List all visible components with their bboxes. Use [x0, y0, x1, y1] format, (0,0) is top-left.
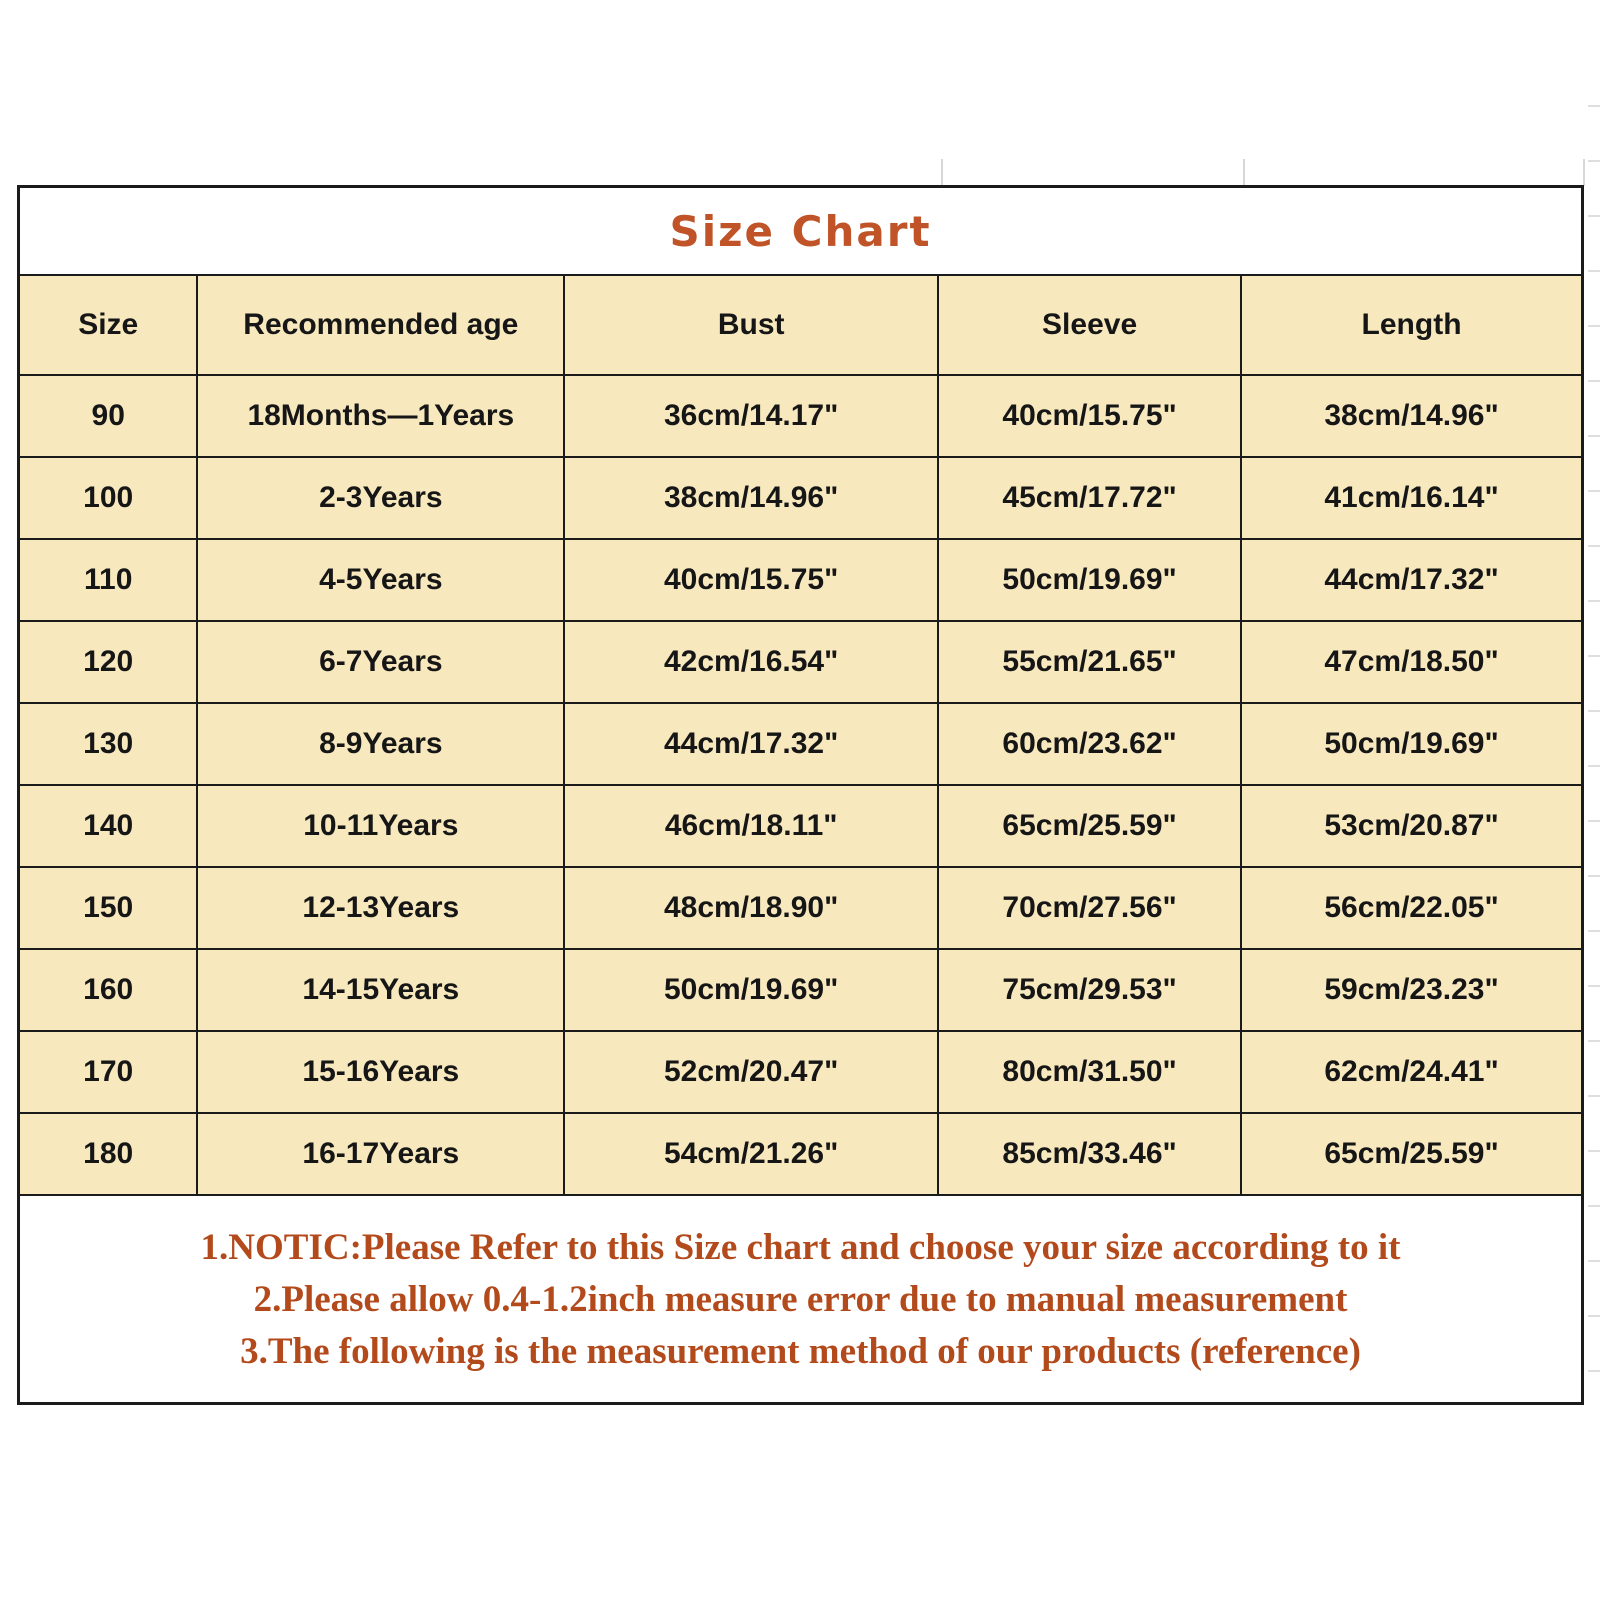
- table-cell: 90: [20, 376, 198, 456]
- header-cell: Bust: [565, 276, 939, 374]
- table-cell: 70cm/27.56": [939, 868, 1242, 948]
- table-row: [20, 784, 1581, 866]
- table-cell: 42cm/16.54": [565, 622, 939, 702]
- table-cell: 47cm/18.50": [1242, 622, 1581, 702]
- table-cell: 6-7Years: [198, 622, 565, 702]
- table-cell: 44cm/17.32": [1242, 540, 1581, 620]
- notes-section: [20, 1194, 1581, 1402]
- table-cell: 50cm/19.69": [939, 540, 1242, 620]
- table-cell: 100: [20, 458, 198, 538]
- table-cell: 40cm/15.75": [939, 376, 1242, 456]
- table-cell: 15-16Years: [198, 1032, 565, 1112]
- table-row: [20, 620, 1581, 702]
- table-cell: 170: [20, 1032, 198, 1112]
- table-cell: 46cm/18.11": [565, 786, 939, 866]
- table-cell: 65cm/25.59": [1242, 1114, 1581, 1194]
- table-cell: 110: [20, 540, 198, 620]
- table-cell: 54cm/21.26": [565, 1114, 939, 1194]
- table-row: [20, 866, 1581, 948]
- table-cell: 60cm/23.62": [939, 704, 1242, 784]
- table-row: [20, 702, 1581, 784]
- table-body: [20, 374, 1581, 1194]
- table-cell: 48cm/18.90": [565, 868, 939, 948]
- table-cell: 53cm/20.87": [1242, 786, 1581, 866]
- table-cell: 16-17Years: [198, 1114, 565, 1194]
- table-cell: 18Months—1Years: [198, 376, 565, 456]
- table-cell: 55cm/21.65": [939, 622, 1242, 702]
- table-row: [20, 538, 1581, 620]
- table-header-row: [20, 274, 1581, 374]
- page-title: Size Chart: [669, 206, 932, 256]
- table-cell: 120: [20, 622, 198, 702]
- table-cell: 40cm/15.75": [565, 540, 939, 620]
- header-cell: Size: [20, 276, 198, 374]
- table-row: [20, 1112, 1581, 1194]
- table-cell: 8-9Years: [198, 704, 565, 784]
- table-cell: 38cm/14.96": [565, 458, 939, 538]
- table-row: [20, 948, 1581, 1030]
- table-cell: 50cm/19.69": [565, 950, 939, 1030]
- size-chart-table: [17, 185, 1584, 1405]
- table-cell: 130: [20, 704, 198, 784]
- header-cell: Length: [1242, 276, 1581, 374]
- table-cell: 52cm/20.47": [565, 1032, 939, 1112]
- table-row: [20, 1030, 1581, 1112]
- table-cell: 41cm/16.14": [1242, 458, 1581, 538]
- table-cell: 10-11Years: [198, 786, 565, 866]
- table-cell: 45cm/17.72": [939, 458, 1242, 538]
- table-cell: 160: [20, 950, 198, 1030]
- table-cell: 50cm/19.69": [1242, 704, 1581, 784]
- table-cell: 180: [20, 1114, 198, 1194]
- table-cell: 75cm/29.53": [939, 950, 1242, 1030]
- table-cell: 2-3Years: [198, 458, 565, 538]
- gridline-artifact: [1583, 159, 1585, 186]
- table-cell: 62cm/24.41": [1242, 1032, 1581, 1112]
- table-cell: 56cm/22.05": [1242, 868, 1581, 948]
- table-cell: 140: [20, 786, 198, 866]
- table-cell: 150: [20, 868, 198, 948]
- table-cell: 4-5Years: [198, 540, 565, 620]
- table-cell: 44cm/17.32": [565, 704, 939, 784]
- header-cell: Recommended age: [198, 276, 565, 374]
- table-cell: 14-15Years: [198, 950, 565, 1030]
- table-cell: 80cm/31.50": [939, 1032, 1242, 1112]
- table-cell: 36cm/14.17": [565, 376, 939, 456]
- note-line: 2.Please allow 0.4-1.2inch measure error due to manual measurement: [253, 1278, 1348, 1320]
- title-row: [20, 188, 1581, 274]
- table-cell: 38cm/14.96": [1242, 376, 1581, 456]
- note-line: 3.The following is the measurement method of our products (reference): [240, 1330, 1361, 1372]
- header-cell: Sleeve: [939, 276, 1242, 374]
- note-line: 1.NOTIC:Please Refer to this Size chart and choose your size according to it: [200, 1226, 1401, 1268]
- table-cell: 59cm/23.23": [1242, 950, 1581, 1030]
- table-row: [20, 456, 1581, 538]
- gridline-artifact: [941, 159, 943, 186]
- gridline-artifact: [1243, 159, 1245, 186]
- table-cell: 85cm/33.46": [939, 1114, 1242, 1194]
- table-row: [20, 374, 1581, 456]
- table-cell: 65cm/25.59": [939, 786, 1242, 866]
- gridline-artifact: [1588, 105, 1600, 1405]
- table-cell: 12-13Years: [198, 868, 565, 948]
